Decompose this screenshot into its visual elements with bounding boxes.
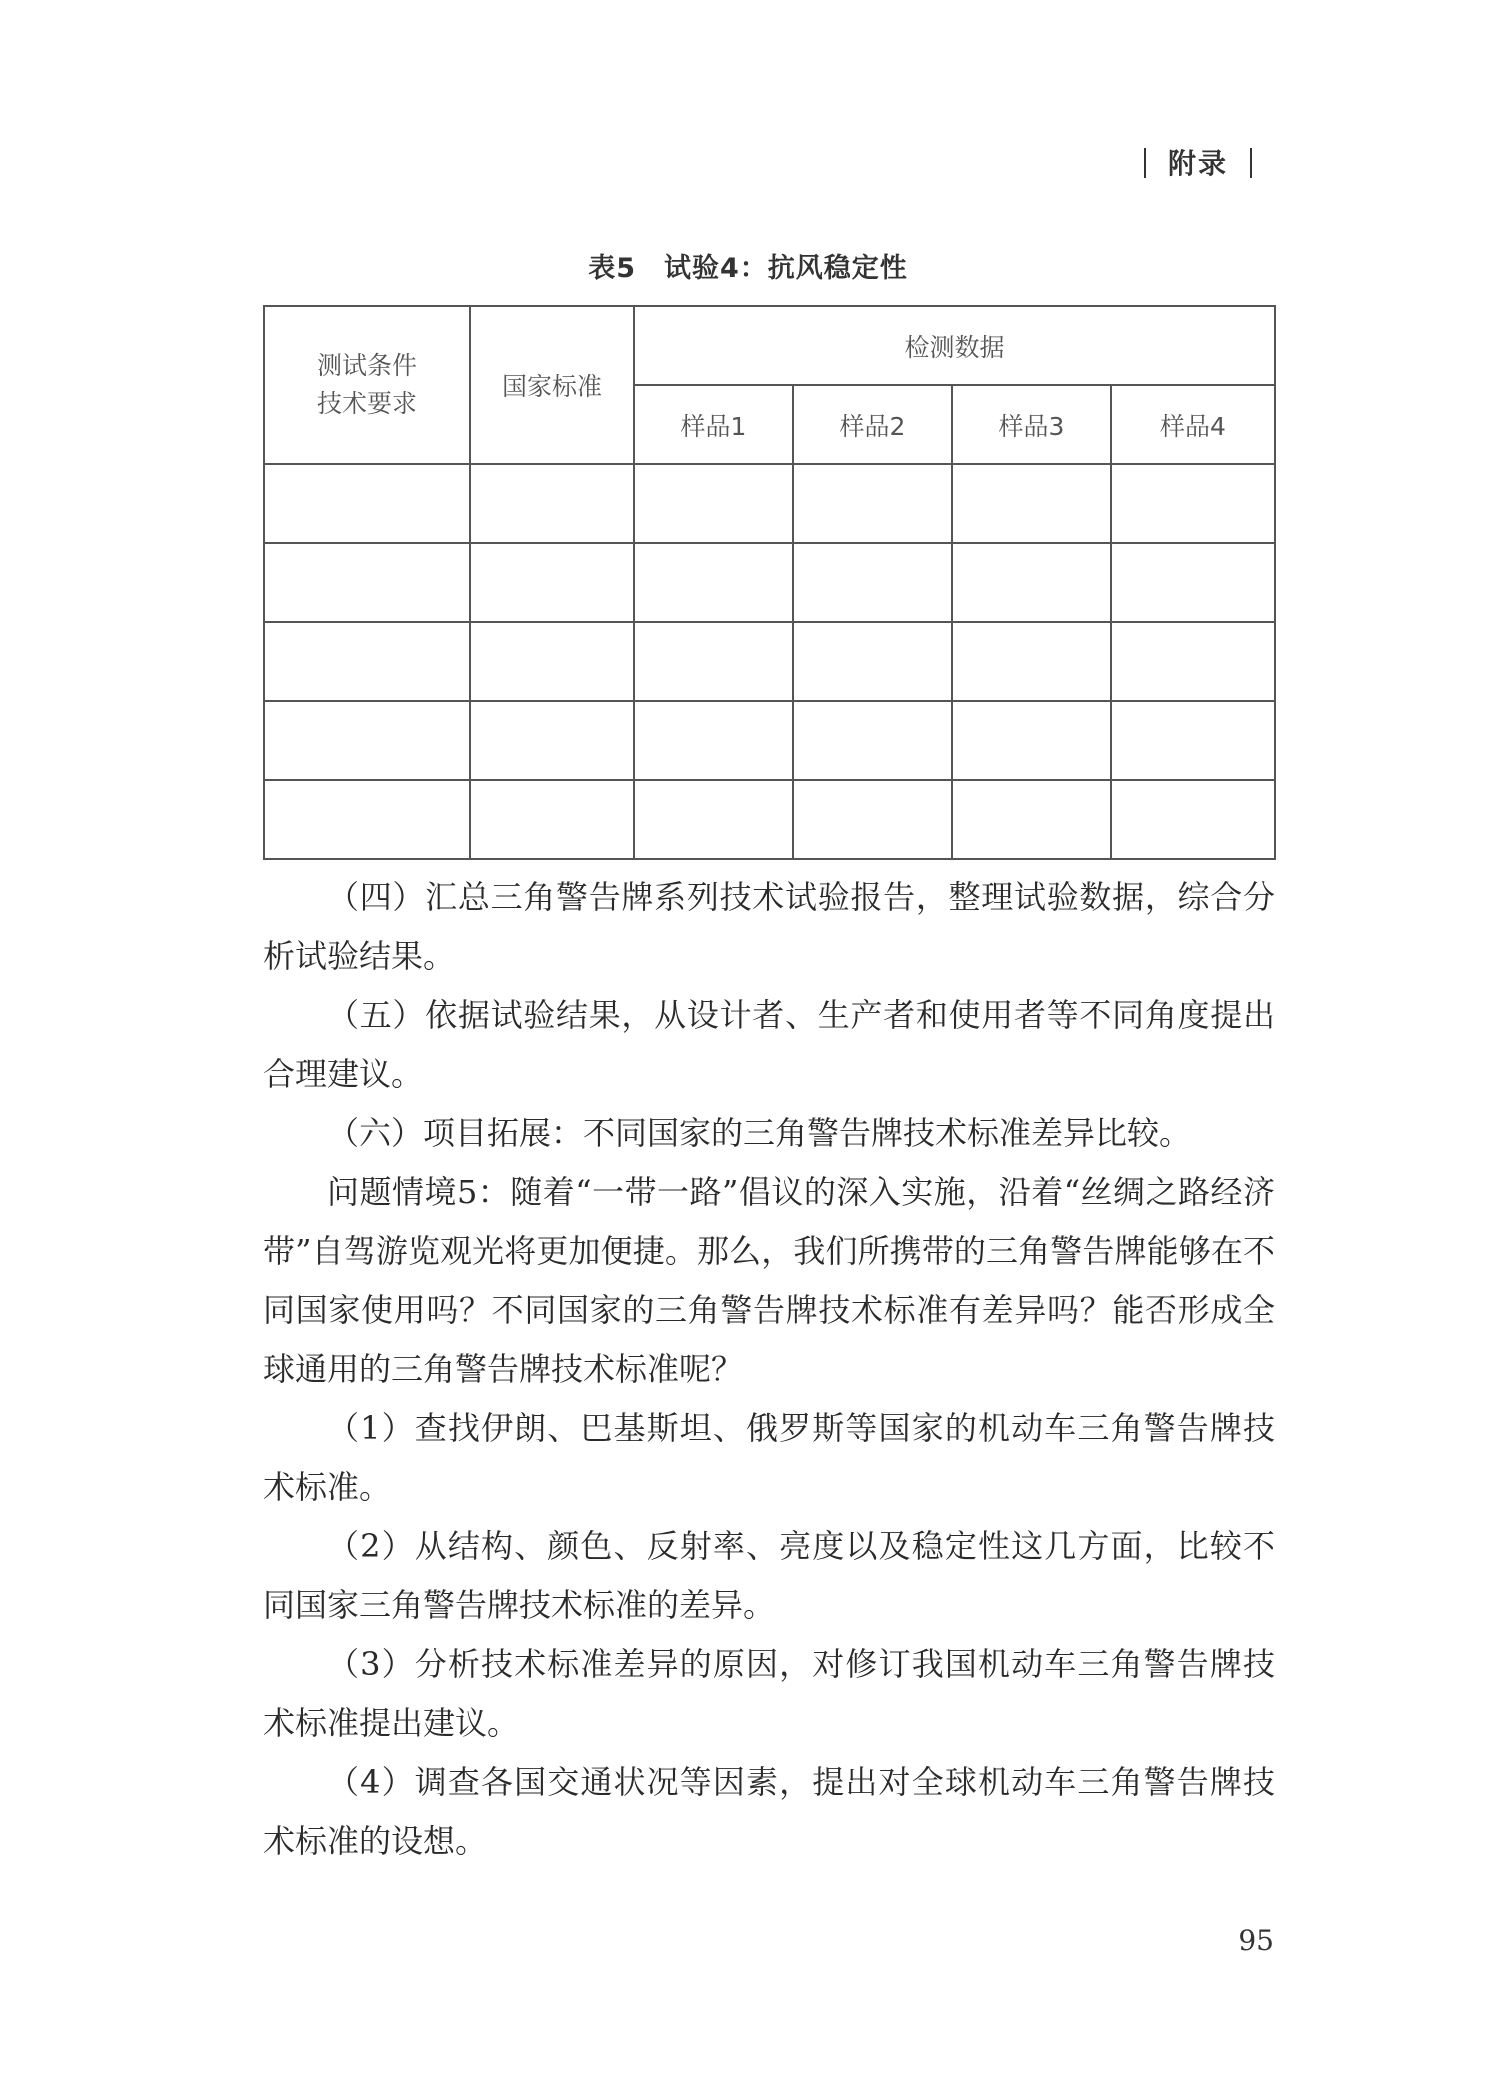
paragraph-extension: （六）项目拓展：不同国家的三角警告牌技术标准差异比较。: [327, 1114, 1192, 1152]
table-cell: [634, 701, 793, 780]
test-data-table: [263, 305, 1276, 860]
header-conditions-line1: 测试条件: [316, 351, 417, 380]
header-divider-left: [1144, 148, 1146, 178]
table-cell: [470, 701, 634, 780]
running-header: [1122, 142, 1274, 182]
table-cell: [793, 780, 952, 859]
table-row: [264, 701, 1275, 780]
paragraph-scenario: 问题情境5：随着“一带一路”倡议的深入实施，沿着“丝绸之路经济带”自驾游览观光将更加便捷。那么，我们所携带的三角警告牌能够在不同国家使用吗？不同国家的三角警告牌技术标准有差异吗？能否形成全球通用的三角警告牌技术标准呢？: [263, 1173, 1275, 1388]
table-caption: 表5 试验4：抗风稳定性: [588, 253, 908, 284]
paragraph-summary: （四）汇总三角警告牌系列技术试验报告，整理试验数据，综合分析试验结果。: [263, 878, 1275, 975]
table-cell: [1111, 622, 1275, 701]
table-cell: [1111, 543, 1275, 622]
table-cell: [952, 780, 1111, 859]
table-cell: [952, 622, 1111, 701]
table-cell: [264, 464, 470, 543]
paragraph-task-1: （1）查找伊朗、巴基斯坦、俄罗斯等国家的机动车三角警告牌技术标准。: [263, 1409, 1275, 1506]
body-text: [263, 868, 1275, 1871]
table-cell: [264, 780, 470, 859]
header-divider-right: [1250, 148, 1252, 178]
table-cell: [793, 701, 952, 780]
table-cell: [264, 543, 470, 622]
table-cell: [470, 622, 634, 701]
paragraph-task-4: （4）调查各国交通状况等因素，提出对全球机动车三角警告牌技术标准的设想。: [263, 1763, 1275, 1860]
table-cell: [952, 464, 1111, 543]
paragraph-task-3: （3）分析技术标准差异的原因，对修订我国机动车三角警告牌技术标准提出建议。: [263, 1645, 1275, 1742]
header-section-title: 附录: [1167, 147, 1228, 180]
table-cell: [634, 780, 793, 859]
header-sample-2: 样品2: [793, 385, 952, 464]
header-conditions: [264, 306, 470, 464]
table-cell: [793, 622, 952, 701]
table-cell: [793, 464, 952, 543]
table-cell: [264, 701, 470, 780]
table-cell: [470, 464, 634, 543]
table-row: [264, 622, 1275, 701]
table-cell: [952, 543, 1111, 622]
table-body: [264, 464, 1275, 859]
table-cell: [1111, 701, 1275, 780]
table-cell: [264, 622, 470, 701]
table-row: [264, 780, 1275, 859]
page-number: 95: [1238, 1924, 1274, 1957]
paragraph-suggestions: （五）依据试验结果，从设计者、生产者和使用者等不同角度提出合理建议。: [263, 996, 1275, 1093]
table-cell: [1111, 780, 1275, 859]
table-cell: [470, 543, 634, 622]
table-cell: [952, 701, 1111, 780]
header-sample-1: 样品1: [634, 385, 793, 464]
table-cell: [634, 464, 793, 543]
paragraph-task-2: （2）从结构、颜色、反射率、亮度以及稳定性这几方面，比较不同国家三角警告牌技术标准的差异。: [263, 1527, 1275, 1624]
header-sample-3: 样品3: [952, 385, 1111, 464]
header-conditions-line2: 技术要求: [316, 389, 417, 418]
table-cell: [470, 780, 634, 859]
table-cell: [1111, 464, 1275, 543]
header-sample-4: 样品4: [1111, 385, 1275, 464]
header-test-data: 检测数据: [634, 306, 1275, 385]
table-cell: [793, 543, 952, 622]
table-header-row: [264, 306, 1275, 385]
table-cell: [634, 622, 793, 701]
table-row: [264, 543, 1275, 622]
header-national-standard: 国家标准: [470, 306, 634, 464]
table-cell: [634, 543, 793, 622]
table-row: [264, 464, 1275, 543]
